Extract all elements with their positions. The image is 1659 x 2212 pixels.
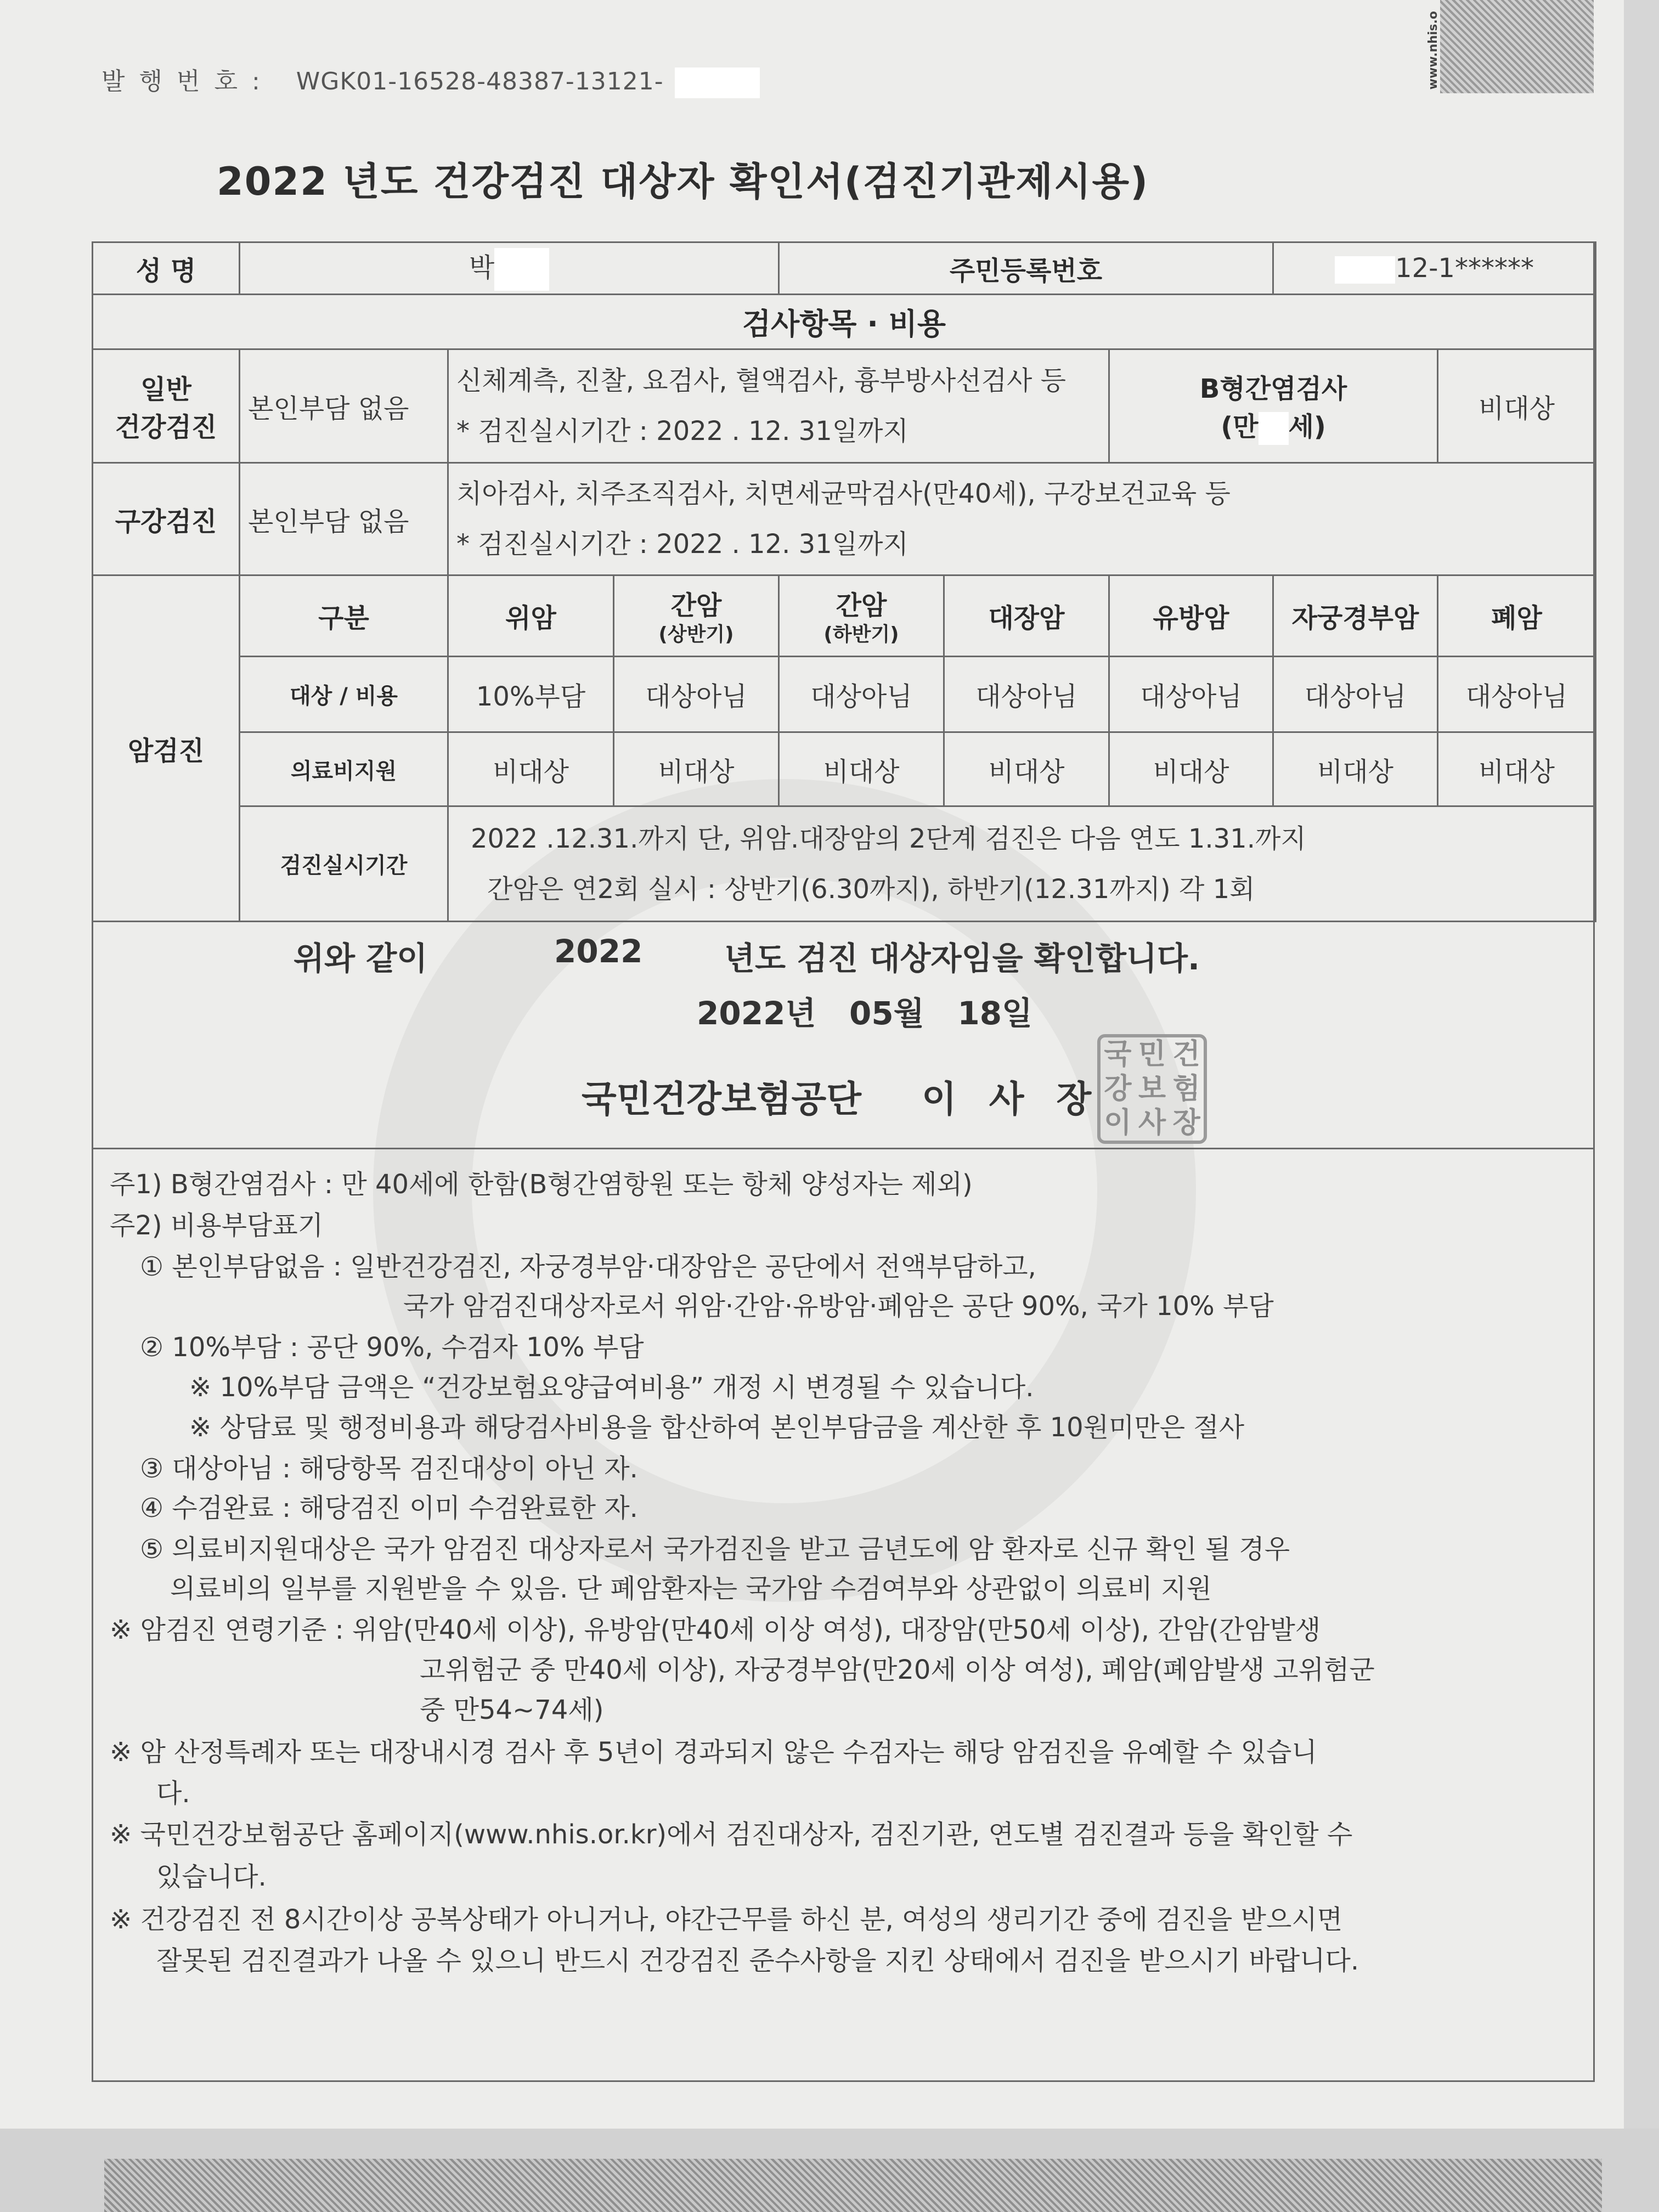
note-line: ※ 국민건강보험공단 홈페이지(www.nhis.or.kr)에서 검진대상자, 검진기관, 연도별 검진결과 등을 확인할 수 (110, 1819, 1353, 1850)
note-line: 주1) B형간염검사 : 만 40세에 한함(B형간염항원 또는 항체 양성자는 제외) (110, 1169, 973, 1200)
cancer-col-colon: 대장암 (944, 575, 1109, 657)
document-title: 2022 년도 건강검진 대상자 확인서(검진기관제시용) (217, 159, 1149, 204)
target-cost-cell: 대상아님 (1109, 657, 1273, 732)
target-cost-cell: 대상아님 (944, 657, 1109, 732)
target-cost-cell: 10%부담 (448, 657, 614, 732)
background-texture (104, 2159, 1602, 2212)
medical-support-label: 의료비지원 (240, 732, 448, 806)
note-line: 의료비의 일부를 지원받을 수 있음. 단 폐암환자는 국가암 수검여부와 상관없이 의료비 지원 (170, 1573, 1212, 1604)
confirmation-prefix: 위와 같이 (294, 940, 428, 977)
medical-support-cell: 비대상 (779, 732, 944, 806)
note-line: 다. (156, 1778, 190, 1809)
confirmation-year: 2022 (554, 933, 643, 970)
cancer-col-stomach: 위암 (448, 575, 614, 657)
issue-number (101, 61, 760, 98)
cancer-col-breast: 유방암 (1109, 575, 1273, 657)
medical-support-cell: 비대상 (1438, 732, 1596, 806)
cancer-col-liver-second-half: 간암 (하반기) (779, 575, 944, 657)
note-line: ⑤ 의료비지원대상은 국가 암검진 대상자로서 국가검진을 받고 금년도에 암 환자로 신규 확인 될 경우 (140, 1534, 1290, 1565)
medical-support-cell: 비대상 (614, 732, 779, 806)
cancer-period-label: 검진실시기간 (240, 806, 448, 922)
divider (92, 1148, 1595, 1149)
oral-checkup-cost: 본인부담 없음 (240, 463, 448, 575)
note-line: ※ 암 산정특례자 또는 대장내시경 검사 후 5년이 경과되지 않은 수검자는 해당 암검진을 유예할 수 있습니 (110, 1737, 1317, 1768)
note-line: 국가 암검진대상자로서 위암·간암·유방암·폐암은 공단 90%, 국가 10% 부담 (403, 1291, 1274, 1322)
note-line: 있습니다. (156, 1861, 267, 1892)
note-line: 고위험군 중 만40세 이상), 자궁경부암(만20세 이상 여성), 폐암(폐암발생 고위험군 (420, 1655, 1375, 1685)
target-cost-label: 대상 / 비용 (240, 657, 448, 732)
cancer-checkup-label: 암검진 (93, 575, 240, 922)
target-cost-cell: 대상아님 (614, 657, 779, 732)
note-line: 중 만54~74세) (420, 1695, 604, 1725)
general-checkup-details: 신체계측, 진찰, 요검사, 혈액검사, 흉부방사선검사 등 * 검진실시기간 : 2022 . 12. 31일까지 (448, 349, 1109, 463)
vertical-url-text: www.nhis.o (1426, 11, 1440, 90)
note-line: ③ 대상아님 : 해당항목 검진대상이 아닌 자. (140, 1453, 638, 1484)
name-label: 성 명 (93, 242, 240, 295)
issuer-title: 이 사 장 (922, 1078, 1102, 1120)
medical-support-cell: 비대상 (944, 732, 1109, 806)
oral-checkup-label: 구강검진 (93, 463, 240, 575)
hepatitis-b-label: B형간염검사 (만 세) (1109, 349, 1438, 463)
medical-support-cell: 비대상 (448, 732, 614, 806)
note-line: 잘못된 검진결과가 나올 수 있으니 반드시 건강검진 준수사항을 지킨 상태에서 검진을 받으시기 바랍니다. (156, 1945, 1359, 1976)
target-cost-cell: 대상아님 (1273, 657, 1438, 732)
note-line: ① 본인부담없음 : 일반건강검진, 자궁경부암·대장암은 공단에서 전액부담하고, (140, 1251, 1036, 1282)
cancer-header-label: 구분 (240, 575, 448, 657)
redaction-box (675, 67, 760, 98)
general-checkup-cost: 본인부담 없음 (240, 349, 448, 463)
oral-checkup-details: 치아검사, 치주조직검사, 치면세균막검사(만40세), 구강보건교육 등 * 검진실시기간 : 2022 . 12. 31일까지 (448, 463, 1596, 575)
medical-support-cell: 비대상 (1273, 732, 1438, 806)
hepatitis-b-value: 비대상 (1438, 349, 1596, 463)
redaction-box (1259, 412, 1289, 445)
cancer-col-lung: 폐암 (1438, 575, 1596, 657)
confirmation-text: 년도 검진 대상자임을 확인합니다. (724, 940, 1200, 977)
redaction-box (494, 248, 549, 291)
note-line: ② 10%부담 : 공단 90%, 수검자 10% 부담 (140, 1332, 644, 1363)
note-line: ※ 암검진 연령기준 : 위암(만40세 이상), 유방암(만40세 이상 여성), 대장암(만50세 이상), 간암(간암발생 (110, 1615, 1321, 1645)
rrn-label: 주민등록번호 (779, 242, 1273, 295)
checkup-table (92, 241, 1596, 922)
section-title: 검사항목 · 비용 (93, 295, 1596, 349)
rrn-value: 12-1****** (1273, 242, 1596, 295)
name-value: 박 (240, 242, 779, 295)
cancer-col-liver-first-half: 간암 (상반기) (614, 575, 779, 657)
target-cost-cell: 대상아님 (779, 657, 944, 732)
cancer-period-details: 2022 .12.31.까지 단, 위암.대장암의 2단계 검진은 다음 연도 1.31.까지 간암은 연2회 실시 : 상반기(6.30까지), 하반기(12.31까지) 각 1회 (448, 806, 1596, 922)
issue-number-value: WGK01-16528-48387-13121- (296, 67, 664, 95)
cancer-col-cervical: 자궁경부암 (1273, 575, 1438, 657)
medical-support-cell: 비대상 (1109, 732, 1273, 806)
issue-number-label: 발 행 번 호 : (101, 67, 263, 95)
issue-date: 2022년 05월 18일 (697, 995, 1033, 1032)
general-checkup-label: 일반 건강검진 (93, 349, 240, 463)
note-line: ④ 수검완료 : 해당검진 이미 수검완료한 자. (140, 1493, 638, 1523)
official-seal: 국 민 건 강 보 험 이 사 장 (1097, 1034, 1207, 1144)
issuer-name: 국민건강보험공단 (582, 1078, 862, 1120)
note-line: 주2) 비용부담표기 (110, 1210, 324, 1241)
note-line: ※ 10%부담 금액은 “건강보험요양급여비용” 개정 시 변경될 수 있습니다. (189, 1372, 1034, 1403)
target-cost-cell: 대상아님 (1438, 657, 1596, 732)
redaction-box (1335, 256, 1395, 284)
note-line: ※ 건강검진 전 8시간이상 공복상태가 아니거나, 야간근무를 하신 분, 여성의 생리기간 중에 검진을 받으시면 (110, 1904, 1343, 1935)
note-line: ※ 상담료 및 행정비용과 해당검사비용을 합산하여 본인부담금을 계산한 후 10원미만은 절사 (189, 1412, 1245, 1443)
